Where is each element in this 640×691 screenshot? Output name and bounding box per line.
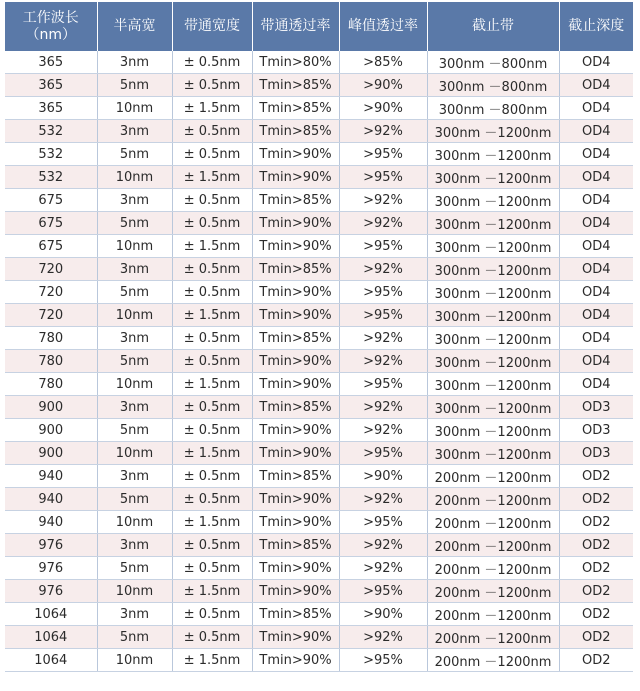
fwhm-cell: 10nm (97, 373, 172, 396)
peak-transmission-cell: >95% (339, 649, 427, 672)
blocking-depth-cell: OD4 (559, 258, 633, 281)
filter-spec-table (5, 2, 633, 672)
fwhm-cell: 5nm (97, 212, 172, 235)
peak-transmission-cell: >92% (339, 396, 427, 419)
table-row (5, 143, 633, 166)
table-row (5, 534, 633, 557)
blocking-depth-cell: OD2 (559, 534, 633, 557)
table-row (5, 51, 633, 74)
blocking-depth-cell: OD4 (559, 166, 633, 189)
fwhm-cell: 10nm (97, 235, 172, 258)
blocking-depth-cell: OD2 (559, 603, 633, 626)
header-wavelength (5, 2, 97, 51)
wavelength-cell: 976 (5, 534, 97, 557)
fwhm-cell: 5nm (97, 350, 172, 373)
wavelength-cell: 675 (5, 212, 97, 235)
bandwidth-cell: ± 0.5nm (172, 557, 252, 580)
blocking-band-cell: 300nm －1200nm (427, 235, 559, 258)
wavelength-cell: 675 (5, 189, 97, 212)
band-transmission-cell: Tmin>85% (252, 534, 339, 557)
blocking-depth-cell: OD2 (559, 649, 633, 672)
peak-transmission-cell: >95% (339, 373, 427, 396)
fwhm-cell: 3nm (97, 258, 172, 281)
bandwidth-cell: ± 0.5nm (172, 534, 252, 557)
fwhm-cell: 5nm (97, 419, 172, 442)
blocking-depth-cell: OD4 (559, 120, 633, 143)
peak-transmission-cell: >92% (339, 212, 427, 235)
bandwidth-cell: ± 0.5nm (172, 327, 252, 350)
blocking-band-cell: 300nm －800nm (427, 51, 559, 74)
fwhm-cell: 10nm (97, 511, 172, 534)
table-header (5, 2, 633, 51)
wavelength-cell: 1064 (5, 626, 97, 649)
blocking-depth-cell: OD3 (559, 396, 633, 419)
fwhm-cell: 5nm (97, 281, 172, 304)
blocking-depth-cell: OD2 (559, 465, 633, 488)
blocking-depth-cell: OD4 (559, 51, 633, 74)
header-wavelength-label: 工作波长 （nm） (22, 9, 79, 43)
header-peak-transmission: 峰值透过率 (339, 2, 427, 51)
wavelength-cell: 900 (5, 396, 97, 419)
peak-transmission-cell: >95% (339, 281, 427, 304)
blocking-depth-cell: OD3 (559, 419, 633, 442)
blocking-depth-cell: OD2 (559, 511, 633, 534)
band-transmission-cell: Tmin>90% (252, 488, 339, 511)
peak-transmission-cell: >95% (339, 442, 427, 465)
bandwidth-cell: ± 0.5nm (172, 189, 252, 212)
wavelength-cell: 780 (5, 350, 97, 373)
blocking-band-cell: 300nm －800nm (427, 97, 559, 120)
blocking-band-cell: 300nm －1200nm (427, 212, 559, 235)
wavelength-cell: 976 (5, 557, 97, 580)
peak-transmission-cell: >95% (339, 304, 427, 327)
band-transmission-cell: Tmin>90% (252, 649, 339, 672)
fwhm-cell: 5nm (97, 557, 172, 580)
peak-transmission-cell: >90% (339, 97, 427, 120)
fwhm-cell: 10nm (97, 442, 172, 465)
table-row (5, 350, 633, 373)
fwhm-cell: 5nm (97, 626, 172, 649)
blocking-band-cell: 300nm －1200nm (427, 350, 559, 373)
table-row (5, 580, 633, 603)
fwhm-cell: 3nm (97, 51, 172, 74)
peak-transmission-cell: >95% (339, 143, 427, 166)
peak-transmission-cell: >92% (339, 189, 427, 212)
table-row (5, 488, 633, 511)
band-transmission-cell: Tmin>90% (252, 143, 339, 166)
blocking-depth-cell: OD2 (559, 626, 633, 649)
bandwidth-cell: ± 0.5nm (172, 488, 252, 511)
table-row (5, 166, 633, 189)
fwhm-cell: 3nm (97, 327, 172, 350)
bandwidth-cell: ± 0.5nm (172, 603, 252, 626)
bandwidth-cell: ± 1.5nm (172, 304, 252, 327)
table-row (5, 281, 633, 304)
band-transmission-cell: Tmin>90% (252, 212, 339, 235)
table-row (5, 603, 633, 626)
band-transmission-cell: Tmin>90% (252, 626, 339, 649)
bandwidth-cell: ± 1.5nm (172, 442, 252, 465)
peak-transmission-cell: >95% (339, 166, 427, 189)
peak-transmission-cell: >90% (339, 74, 427, 97)
filter-spec-table-container (5, 2, 633, 672)
blocking-band-cell: 300nm －1200nm (427, 166, 559, 189)
band-transmission-cell: Tmin>85% (252, 97, 339, 120)
band-transmission-cell: Tmin>85% (252, 120, 339, 143)
table-row (5, 511, 633, 534)
band-transmission-cell: Tmin>90% (252, 557, 339, 580)
blocking-depth-cell: OD4 (559, 74, 633, 97)
peak-transmission-cell: >92% (339, 419, 427, 442)
header-blocking-band: 截止带 (427, 2, 559, 51)
peak-transmission-cell: >92% (339, 626, 427, 649)
bandwidth-cell: ± 0.5nm (172, 258, 252, 281)
table-row (5, 189, 633, 212)
band-transmission-cell: Tmin>90% (252, 442, 339, 465)
wavelength-cell: 365 (5, 51, 97, 74)
blocking-depth-cell: OD4 (559, 327, 633, 350)
table-row (5, 97, 633, 120)
header-blocking-depth: 截止深度 (559, 2, 633, 51)
peak-transmission-cell: >90% (339, 603, 427, 626)
bandwidth-cell: ± 0.5nm (172, 120, 252, 143)
blocking-band-cell: 200nm －1200nm (427, 649, 559, 672)
peak-transmission-cell: >85% (339, 51, 427, 74)
wavelength-cell: 720 (5, 281, 97, 304)
fwhm-cell: 10nm (97, 649, 172, 672)
band-transmission-cell: Tmin>90% (252, 419, 339, 442)
bandwidth-cell: ± 0.5nm (172, 419, 252, 442)
blocking-band-cell: 300nm －1200nm (427, 327, 559, 350)
bandwidth-cell: ± 1.5nm (172, 166, 252, 189)
bandwidth-cell: ± 1.5nm (172, 235, 252, 258)
band-transmission-cell: Tmin>85% (252, 465, 339, 488)
table-row (5, 465, 633, 488)
table-row (5, 557, 633, 580)
wavelength-cell: 532 (5, 143, 97, 166)
bandwidth-cell: ± 0.5nm (172, 51, 252, 74)
band-transmission-cell: Tmin>85% (252, 396, 339, 419)
table-row (5, 235, 633, 258)
header-fwhm: 半高宽 (97, 2, 172, 51)
blocking-band-cell: 300nm －1200nm (427, 258, 559, 281)
bandwidth-cell: ± 0.5nm (172, 396, 252, 419)
bandwidth-cell: ± 0.5nm (172, 74, 252, 97)
wavelength-cell: 675 (5, 235, 97, 258)
blocking-depth-cell: OD2 (559, 557, 633, 580)
blocking-band-cell: 200nm －1200nm (427, 557, 559, 580)
peak-transmission-cell: >95% (339, 511, 427, 534)
band-transmission-cell: Tmin>90% (252, 235, 339, 258)
blocking-band-cell: 200nm －1200nm (427, 626, 559, 649)
blocking-band-cell: 200nm －1200nm (427, 603, 559, 626)
blocking-band-cell: 300nm －1200nm (427, 143, 559, 166)
fwhm-cell: 10nm (97, 97, 172, 120)
blocking-depth-cell: OD2 (559, 580, 633, 603)
blocking-depth-cell: OD4 (559, 304, 633, 327)
bandwidth-cell: ± 1.5nm (172, 580, 252, 603)
wavelength-cell: 900 (5, 419, 97, 442)
table-row (5, 373, 633, 396)
header-bandwidth: 带通宽度 (172, 2, 252, 51)
band-transmission-cell: Tmin>85% (252, 258, 339, 281)
blocking-depth-cell: OD4 (559, 143, 633, 166)
fwhm-cell: 5nm (97, 74, 172, 97)
bandwidth-cell: ± 1.5nm (172, 511, 252, 534)
blocking-depth-cell: OD4 (559, 212, 633, 235)
table-row (5, 396, 633, 419)
wavelength-cell: 532 (5, 166, 97, 189)
peak-transmission-cell: >92% (339, 327, 427, 350)
table-row (5, 212, 633, 235)
blocking-band-cell: 300nm －1200nm (427, 189, 559, 212)
fwhm-cell: 5nm (97, 488, 172, 511)
bandwidth-cell: ± 1.5nm (172, 373, 252, 396)
table-row (5, 120, 633, 143)
bandwidth-cell: ± 1.5nm (172, 649, 252, 672)
blocking-depth-cell: OD4 (559, 235, 633, 258)
fwhm-cell: 3nm (97, 534, 172, 557)
band-transmission-cell: Tmin>90% (252, 350, 339, 373)
wavelength-cell: 940 (5, 488, 97, 511)
wavelength-cell: 940 (5, 465, 97, 488)
band-transmission-cell: Tmin>85% (252, 74, 339, 97)
wavelength-cell: 720 (5, 304, 97, 327)
fwhm-cell: 10nm (97, 166, 172, 189)
bandwidth-cell: ± 0.5nm (172, 281, 252, 304)
wavelength-cell: 532 (5, 120, 97, 143)
blocking-band-cell: 200nm －1200nm (427, 488, 559, 511)
blocking-band-cell: 300nm －1200nm (427, 396, 559, 419)
band-transmission-cell: Tmin>80% (252, 51, 339, 74)
blocking-depth-cell: OD4 (559, 281, 633, 304)
blocking-depth-cell: OD4 (559, 373, 633, 396)
bandwidth-cell: ± 0.5nm (172, 143, 252, 166)
header-band-transmission: 带通透过率 (252, 2, 339, 51)
wavelength-cell: 976 (5, 580, 97, 603)
fwhm-cell: 3nm (97, 396, 172, 419)
fwhm-cell: 3nm (97, 603, 172, 626)
blocking-depth-cell: OD4 (559, 189, 633, 212)
blocking-band-cell: 200nm －1200nm (427, 511, 559, 534)
peak-transmission-cell: >95% (339, 235, 427, 258)
wavelength-cell: 780 (5, 373, 97, 396)
blocking-depth-cell: OD3 (559, 442, 633, 465)
peak-transmission-cell: >92% (339, 258, 427, 281)
wavelength-cell: 940 (5, 511, 97, 534)
blocking-band-cell: 300nm －1200nm (427, 281, 559, 304)
table-row (5, 419, 633, 442)
fwhm-cell: 3nm (97, 120, 172, 143)
band-transmission-cell: Tmin>90% (252, 511, 339, 534)
blocking-band-cell: 300nm －800nm (427, 74, 559, 97)
bandwidth-cell: ± 0.5nm (172, 465, 252, 488)
fwhm-cell: 3nm (97, 189, 172, 212)
peak-transmission-cell: >90% (339, 465, 427, 488)
fwhm-cell: 10nm (97, 580, 172, 603)
blocking-depth-cell: OD2 (559, 488, 633, 511)
fwhm-cell: 10nm (97, 304, 172, 327)
band-transmission-cell: Tmin>90% (252, 373, 339, 396)
blocking-band-cell: 200nm －1200nm (427, 580, 559, 603)
table-row (5, 327, 633, 350)
table-row (5, 626, 633, 649)
wavelength-cell: 1064 (5, 649, 97, 672)
blocking-band-cell: 300nm －1200nm (427, 304, 559, 327)
peak-transmission-cell: >92% (339, 488, 427, 511)
table-row (5, 649, 633, 672)
fwhm-cell: 5nm (97, 143, 172, 166)
peak-transmission-cell: >92% (339, 534, 427, 557)
bandwidth-cell: ± 0.5nm (172, 350, 252, 373)
wavelength-cell: 365 (5, 97, 97, 120)
blocking-band-cell: 300nm －1200nm (427, 120, 559, 143)
table-body (5, 51, 633, 672)
blocking-band-cell: 300nm －1200nm (427, 373, 559, 396)
blocking-band-cell: 200nm －1200nm (427, 465, 559, 488)
peak-transmission-cell: >92% (339, 557, 427, 580)
wavelength-cell: 720 (5, 258, 97, 281)
peak-transmission-cell: >95% (339, 580, 427, 603)
wavelength-cell: 1064 (5, 603, 97, 626)
wavelength-cell: 780 (5, 327, 97, 350)
table-row (5, 74, 633, 97)
header-row (5, 2, 633, 51)
peak-transmission-cell: >92% (339, 350, 427, 373)
bandwidth-cell: ± 1.5nm (172, 97, 252, 120)
bandwidth-cell: ± 0.5nm (172, 626, 252, 649)
table-row (5, 258, 633, 281)
blocking-band-cell: 200nm －1200nm (427, 534, 559, 557)
band-transmission-cell: Tmin>85% (252, 603, 339, 626)
band-transmission-cell: Tmin>90% (252, 281, 339, 304)
blocking-depth-cell: OD4 (559, 350, 633, 373)
wavelength-cell: 365 (5, 74, 97, 97)
bandwidth-cell: ± 0.5nm (172, 212, 252, 235)
band-transmission-cell: Tmin>85% (252, 327, 339, 350)
wavelength-cell: 900 (5, 442, 97, 465)
fwhm-cell: 3nm (97, 465, 172, 488)
peak-transmission-cell: >92% (339, 120, 427, 143)
blocking-band-cell: 300nm －1200nm (427, 442, 559, 465)
band-transmission-cell: Tmin>85% (252, 189, 339, 212)
band-transmission-cell: Tmin>90% (252, 580, 339, 603)
blocking-band-cell: 300nm －1200nm (427, 419, 559, 442)
table-row (5, 304, 633, 327)
table-row (5, 442, 633, 465)
band-transmission-cell: Tmin>90% (252, 304, 339, 327)
blocking-depth-cell: OD4 (559, 97, 633, 120)
band-transmission-cell: Tmin>90% (252, 166, 339, 189)
